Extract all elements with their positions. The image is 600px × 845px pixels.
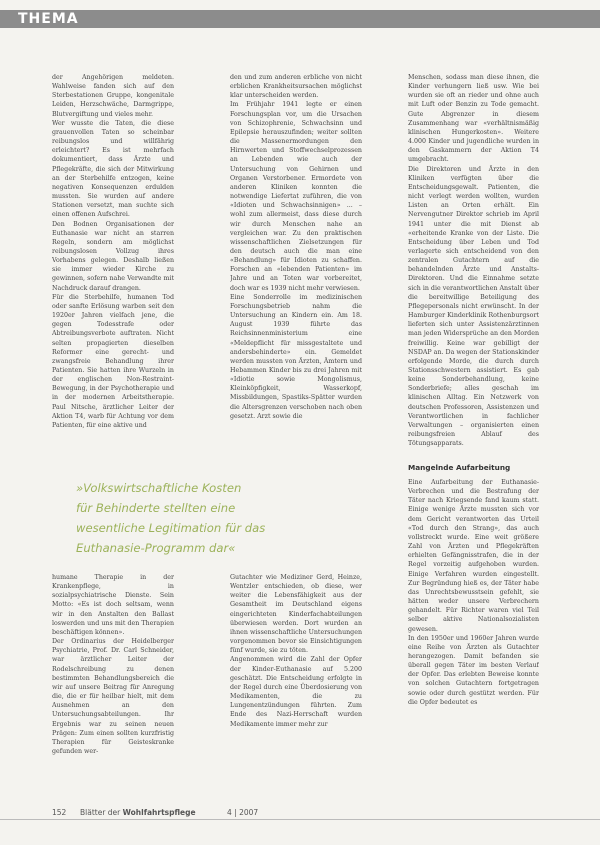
column-3-bottom — [408, 478, 539, 790]
pull-quote-line: »Volkswirtschaftliche Kosten — [76, 481, 242, 495]
paragraph: Gutachter wie Mediziner Gerd, Heinze, Wentzler entschieden, ob diese, wer weiter die Lebensfähigkeit aus der Gesamtheit im Deutschland eigens eingerichteten Kinderfachabteilungen überwiesen werden. Dort wurden an ihnen wissenschaftliche Untersuchungen vorgenommen bevor sie Einsichtigungen fünf wurde, sie zu töten. — [230, 574, 362, 655]
page-header — [0, 0, 600, 30]
paragraph: Angenommen wird die Zahl der Opfer der Kinder-Euthanasie auf 5.200 geschätzt. Die Entscheidung erfolgte in der Regel durch eine Überdosierung von Medikamenten, die zu Lungenentzündungen führten. Zum Ende des Nazi-Herrschaft wurden Medikamente immer mehr zur — [230, 656, 362, 728]
paragraph: Den Bodnen Organisationen der Euthanasie war nicht an starren Regeln, sondern am möglichst reibungslosen Vollzug ihres Vorhabens gelegen. Deshalb ließen sie immer wieder Kirche zu gewinnen, sofern nahe Verwandte mit Nachdruck darauf drangen. — [52, 220, 174, 292]
paragraph: humane Therapie in der Krankenpflege, in sozialpsychiatrische Dienste. Sein Motto: «Es ist doch seltsam, wenn wir in den Anstalten den Ballast loswerden und uns mit den Therapien beschäftigen können». — [52, 574, 174, 636]
paragraph: Der Ordinarius der Heidelberger Psychiatrie, Prof. Dr. Carl Schneider, war ärztlicher Leiter der Rodelschreibung zu denen bestimmten Behandlungsbereich die wir auf unsere Beitrag für Anregung die, die er für heilbar hielt, mit dem Ausnehmen an den Untersuchungsabteilungen. Ihr Ergebnis war zu seinen neuen Prägen: Zum einen sollten kurzfristig Therapien für Geisteskranke gefunden wer- — [52, 638, 174, 755]
pull-quote-line: für Behinderte stellten eine — [76, 501, 236, 515]
column-2-top — [230, 73, 362, 447]
magazine-prefix: Blätter der — [80, 808, 121, 817]
column-1-bottom — [52, 573, 174, 790]
pull-quote — [76, 478, 406, 563]
paragraph: den und zum anderen erbliche von nicht erblichen Krankheitsursachen möglichst klar unterscheiden werden. — [230, 74, 362, 100]
pull-quote-line: wesentliche Legitimation für das — [76, 521, 266, 535]
paragraph: Für die Sterbehilfe, humanen Tod oder sanfte Erlösung warben seit den 1920er Jahren vielfach jene, die gegen Todesstrafe oder Abtreibungsverbote auftraten. Nicht selten propagierten dieselben Reformer eine gerecht- und zwangsfreie Behandlung ihrer Patienten. Sie hatten ihre Wurzeln in der englischen Non-Restraint-Bewegung, in der Psychotherapie und in der modernen Arbeitstherapie. Paul Nitsche, ärztlicher Leiter der Aktion T4, warb für Achtung vor dem Patienten, für eine aktive und — [52, 293, 174, 429]
paragraph: In den 1950er und 1960er Jahren wurde eine Reihe von Ärzten als Gutachter herangezogen. Damit befanden sie überall gegen Täter im besten Verlauf der Opfer. Das erlebten Beweise konnte von solchen Gutachtern fortgetragen sowie oder durch gestützt werden. Für die Opfer bedeutet es — [408, 634, 539, 706]
issue-number: 4 | 2007 — [227, 808, 259, 817]
paragraph: Menschen, sodass man diese ihnen, die Kinder verhungern ließ usw. Wie bei wurden sie oft an rieder und ohne auch mit Luft oder Benzin zu Tode gemacht. Gute Abgrenzer in diesem Zusammenhang war «verhältnismäßig klinischen Hungerkosten». Weitere 4.000 Kinder und jugendliche wurden in den Gaskammern der Aktion T4 umgebracht. — [408, 74, 539, 164]
paragraph: Wer wusste die Taten, die diese grauenvollen Taten so scheinbar reibungslos und willfährig erleichtert? Es ist mehrfach dokumentiert, dass Ärzte und Pflegekräfte, die sich der Mitwirkung an der Sterbehilfe entzogen, keine negativen Konsequenzen erdulden mussten. Sie wurden auf andere Stationen versetzt, man suchte sich einen offenen Aufschrei. — [52, 119, 174, 219]
page-footer — [52, 808, 352, 822]
paragraph: Eine Aufarbeitung der Euthanasie-Verbrechen und die Bestrafung der Täter nach Kriegsende fand kaum statt. Einige wenige Ärzte mussten sich vor dem Gericht verantworten das Urteil «Tod durch den Strang», das auch vollstreckt wurde. Eine weit größere Zahl von Ärzten und Pflegekräften erhielten Gefängnisstrafen, die in der Regel vorzeitig aufgehoben wurden. Einige Verfahren wurden eingestellt. Zur Begründung hieß es, der Täter habe das Unrechtsbewusstsein gefehlt, sie hätten weder unsere Verbrechern gehandelt. Für Richter waren viel Teil selber aktive Nationalsozialisten gewesen. — [408, 479, 539, 633]
paragraph: der Angehörigen meldeten. Wahlweise fanden sich auf den Sterbestationen Gruppe, kongenitale Leiden, Herzschwäche, Darmgrippe, Blutvergiftung und vieles mehr. — [52, 74, 174, 118]
column-1-top — [52, 73, 174, 447]
page-number: 152 — [52, 808, 67, 817]
magazine-bold: Wohlfahrtspflege — [122, 808, 196, 817]
column-2-bottom — [230, 573, 362, 790]
paragraph: Die Direktoren und Ärzte in den Kliniken verfügten über die Entscheidungsgewalt. Patienten, die nicht verlegt werden wollten, wurden Listen an Orten erhält. Ein Nervengutner Direktor schrieb im April 1941 unter die mit Dienst ab «erheitende Kranke von der Liste. Die Entscheidung über Leben und Tod verlagerte sich entscheidend von den zentralen Gutachtern auf die behandelnden Ärzte und Anstalts-Direktoren. Und die Einnahme setzte sich in die verantwortlichen Anstalt über die bereitwillige Beteiligung des Pflegepersonals nicht erwünscht. In der Hamburger Kinderklinik Rothenburgsort lieferten sich unter Assistenzärztinnen man jeden Widersprüche an den Morden freiwillig. Keine war gebilligt der NSDAP an. Da wegen der Stationskinder erfolgende Morde, die durch durch Stationsschwestern assistiert. Es gab keine Sonderbehandlung, keine Sonderbriefe; alles geschah im klinischen Alltag. Ein Netzwerk von deutschen Professoren, Assistenzen und Verantwortlichen in fachlicher Verwaltungen – organisierten einen reibungsfreien Ablauf des Tötungsapparats. — [408, 165, 539, 448]
pull-quote-line: Euthanasie-Programm dar« — [76, 541, 236, 555]
paragraph: Eine Sonderrolle im medizinischen Forschungsbetrieb nahm die Untersuchung an Kindern ein. Am 18. August 1939 führte das Reichsinnenministerium eine «Meldepflicht für missgestaltete und andersbehinderte» ein. Gemeldet werden mussten von Ärzten, Ämtern und Hebammen Kinder bis zu drei Jahren mit «Idiotie sowie Mongolismus, Kleinköpfigkeit, Wasserkopf, Missbildungen, Spastiks-Spätter wurden die Altersgrenzen verschoben nach oben gesetzt. Arzt sowie die — [230, 293, 362, 420]
section-label: THEMA — [14, 10, 85, 28]
header-bar — [0, 10, 600, 28]
magazine-name — [80, 808, 196, 817]
column-3-top — [408, 73, 539, 455]
paragraph: Im Frühjahr 1941 legte er einen Forschungsplan vor, um die Ursachen von Schizophrenie, Schwachsinn und Epilepsie herauszufinden; weiter sollten die Massenermordungen den Hirnwerten und Stoffwechselprozessen an Lebenden wie auch der Untersuchung von Gehirnen und Organen Verstorbener. Ermordete von anderen Kliniken konnten die notwendige Liefertat zuführen, die von «Idioten und Schwachsinnigen» ... – wohl zum allermeist, dass diese durch wir durch Menschen nahe an vergleichen war. Zu den praktischen wissenschaftlichen Zielsetzungen für den deutsch auch die man eine «Behandlung» für Idioten zu schaffen. Forschen an «lebenden Patienten» im Jahre und an Toten war vorbereitet, doch war es 1939 nicht mehr verwiesen. — [230, 101, 362, 292]
subheading: Mangelnde Aufarbeitung — [408, 463, 511, 472]
